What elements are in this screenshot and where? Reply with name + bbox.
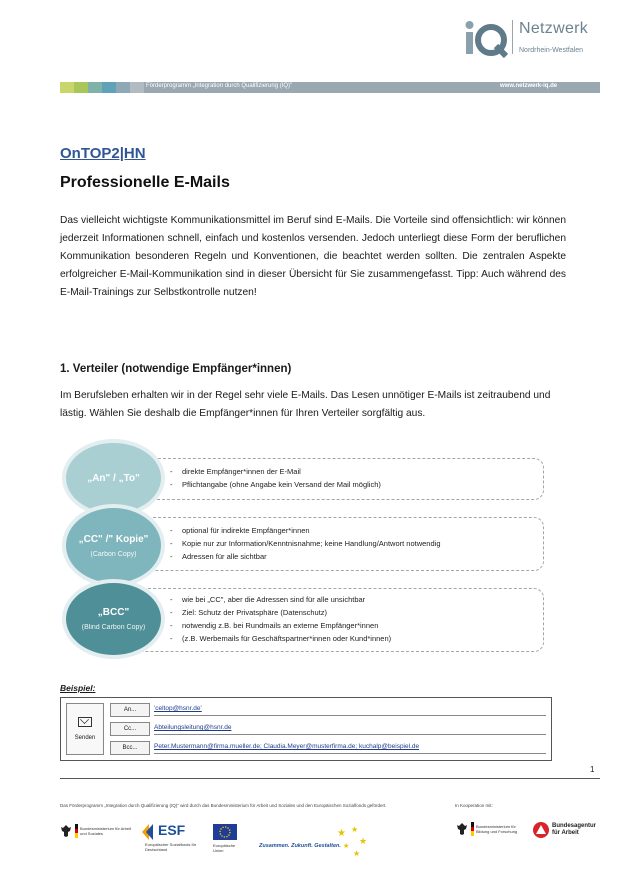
diagram-item: - optional für indirekte Empfänger*innen — [170, 524, 441, 537]
diagram-items-cc — [170, 524, 441, 563]
logo-word: Netzwerk — [519, 20, 589, 37]
example-label: Beispiel: — [60, 683, 96, 693]
footer-divider — [60, 778, 600, 779]
esf-sub-text: Europäischer Sozialfonds für Deutschland — [145, 842, 197, 852]
bmbf-logo-text: Bundesministerium für Bildung und Forschung — [476, 824, 518, 834]
diagram-item: - (z.B. Werbemails für Geschäftspartner*innen oder Kund*innen) — [170, 632, 391, 645]
svg-text:★: ★ — [359, 836, 368, 846]
diagram-item: - Adressen für alle sichtbar — [170, 550, 441, 563]
cc-button[interactable]: Cc... — [110, 722, 150, 736]
svg-text:★: ★ — [337, 828, 346, 839]
to-button[interactable]: An... — [110, 703, 150, 717]
project-title: OnTOP2|HN — [60, 145, 146, 162]
diagram-item: - Ziel: Schutz der Privatsphäre (Datenschutz) — [170, 606, 391, 619]
send-button[interactable] — [66, 703, 104, 755]
iq-logo-icon — [464, 18, 508, 58]
page-number: 1 — [590, 765, 595, 774]
diagram-circle-to — [66, 443, 161, 513]
flag-stripe-icon — [471, 822, 474, 836]
intro-paragraph: Das vielleicht wichtigste Kommunikationsmittel im Beruf sind E-Mails. Die Vorteile sind offensichtlich: wir können jederzeit Informationen schnell, einfach und kostenlos versenden. Jedoch unterliegt diese Form der beruflichen Kommunikation besonderen Regeln und Konventionen, die beachtet werden sollten. Die zentralen Aspekte erfolgreicher E-Mail-Kommunikation sind in dieser Übersicht für Sie zusammengefasst. Tipp: Auch während des E-Mail-Trainings zur Selbstkontrolle nutzen! — [60, 215, 566, 298]
diagram-item: - wie bei „CC", aber die Adressen sind für alle unsichtbar — [170, 593, 391, 606]
ba-logo-icon — [533, 822, 549, 838]
diagram-item: - Kopie nur zur Information/Kenntnisnahme; keine Handlung/Antwort notwendig — [170, 537, 441, 550]
esf-logo-text: ESF — [158, 822, 186, 838]
bmas-logo-text: Bundesministerium für Arbeit und Soziales — [80, 826, 132, 836]
funding-note: Das Förderprogramm „Integration durch Qualifizierung (IQ)" wird durch das Bundesministerium für Arbeit und Soziales und den Europäischen Sozialfonds gefördert. — [60, 803, 387, 808]
svg-text:★: ★ — [351, 825, 359, 834]
eu-flag-icon — [213, 824, 237, 840]
eu-label: Europäische Union — [213, 843, 236, 853]
diagram-item: - direkte Empfänger*innen der E-Mail — [170, 465, 381, 478]
section-paragraph: Im Berufsleben erhalten wir in der Regel sehr viele E-Mails. Das Lesen unnötiger E-Mails ist zeitraubend und lästig. Wählen Sie deshalb die Empfänger*innen für Ihren Verteiler sorgfältig aus. — [60, 390, 551, 419]
band-url[interactable]: www.netzwerk-iq.de — [500, 83, 558, 89]
diagram-circle-cc — [66, 508, 161, 583]
diagram-label: „An" / „To" — [87, 472, 140, 484]
cooperation-note: In Kooperation mit: — [455, 803, 493, 808]
eagle-icon — [456, 822, 468, 836]
to-field[interactable]: 'celtop@hsnr.de' — [154, 703, 546, 716]
slogan: Zusammen. Zukunft. Gestalten. — [259, 843, 341, 849]
logo-divider — [512, 20, 513, 54]
section-heading: 1. Verteiler (notwendige Empfänger*innen) — [60, 363, 292, 375]
diagram-sublabel: (Carbon Copy) — [90, 550, 137, 558]
svg-text:★: ★ — [353, 849, 361, 858]
flag-stripe-icon — [75, 824, 78, 838]
diagram-item: - Pflichtangabe (ohne Angabe kein Versand der Mail möglich) — [170, 478, 381, 491]
page-title: Professionelle E-Mails — [60, 174, 230, 191]
eagle-icon — [60, 824, 72, 838]
esf-logo-icon — [142, 824, 156, 840]
logo-subtitle: Nordrhein-Westfalen — [519, 47, 584, 54]
diagram-items-to — [170, 465, 381, 491]
bcc-button[interactable]: Bcc... — [110, 741, 150, 755]
bcc-field[interactable]: Peter.Mustermann@firma.mueller.de; Claudia.Meyer@musterfirma.de; kuchalp@beispiel.de — [154, 741, 546, 754]
diagram-items-bcc — [170, 593, 391, 645]
band-program-text: Förderprogramm „Integration durch Qualifizierung (IQ)" — [146, 83, 293, 89]
ba-logo-text: Bundesagentur für Arbeit — [552, 823, 597, 836]
diagram-circle-bcc — [66, 583, 161, 655]
envelope-icon — [78, 717, 92, 727]
send-button-label: Senden — [74, 735, 96, 741]
diagram-label: „CC" /" Kopie" — [78, 533, 149, 545]
cc-field[interactable]: Abteilungsleitung@hsnr.de — [154, 722, 546, 735]
svg-text:★: ★ — [343, 843, 350, 850]
diagram-item: - notwendig z.B. bei Rundmails an externe Empfänger*innen — [170, 619, 391, 632]
stars-icon — [335, 824, 371, 860]
diagram-label: „BCC" — [97, 607, 130, 618]
diagram-sublabel: (Blind Carbon Copy) — [81, 624, 146, 631]
